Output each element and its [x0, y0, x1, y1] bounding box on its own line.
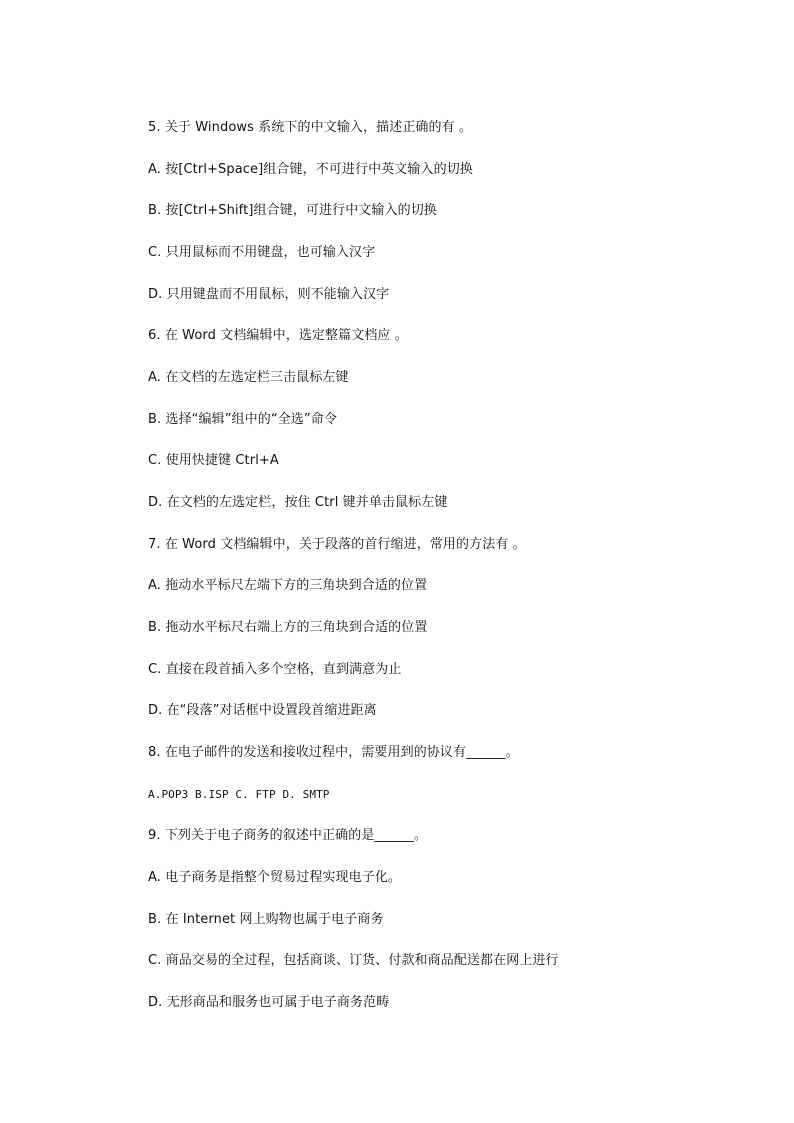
- question-5-option-b: B. 按[Ctrl+Shift]组合键，可进行中文输入的切换: [148, 203, 437, 219]
- question-9-option-b: B. 在 Internet 网上购物也属于电子商务: [148, 911, 384, 927]
- question-9-stem: 9. 下列关于电子商务的叙述中正确的是______。: [148, 828, 428, 844]
- question-5-option-c: C. 只用鼠标而不用键盘，也可输入汉字: [148, 245, 376, 261]
- question-6-stem: 6. 在 Word 文档编辑中，选定整篇文档应 。: [148, 328, 408, 344]
- question-6-option-c: C. 使用快捷键 Ctrl+A: [148, 453, 279, 469]
- question-8-options: A.POP3 B.ISP C. FTP D. SMTP: [148, 787, 330, 801]
- question-7-option-d: D. 在“段落”对话框中设置段首缩进距离: [148, 703, 377, 719]
- question-6-option-b: B. 选择“编辑”组中的“全选”命令: [148, 411, 337, 427]
- question-7-option-c: C. 直接在段首插入多个空格，直到满意为止: [148, 661, 402, 677]
- question-7-option-a: A. 拖动水平标尺左端下方的三角块到合适的位置: [148, 578, 428, 594]
- question-9-option-c: C. 商品交易的全过程，包括商谈、订货、付款和商品配送都在网上进行: [148, 953, 559, 969]
- question-9-option-d: D. 无形商品和服务也可属于电子商务范畴: [148, 995, 390, 1011]
- question-9-option-a: A. 电子商务是指整个贸易过程实现电子化。: [148, 870, 402, 886]
- question-7-stem: 7. 在 Word 文档编辑中，关于段落的首行缩进，常用的方法有 。: [148, 536, 526, 552]
- question-5-option-d: D. 只用键盘而不用鼠标，则不能输入汉字: [148, 286, 390, 302]
- question-6-option-d: D. 在文档的左选定栏，按住 Ctrl 键并单击鼠标左键: [148, 495, 448, 511]
- question-8-stem: 8. 在电子邮件的发送和接收过程中，需要用到的协议有______。: [148, 745, 519, 761]
- question-6-option-a: A. 在文档的左选定栏三击鼠标左键: [148, 370, 349, 386]
- question-list: [148, 118, 748, 1035]
- question-5-option-a: A. 按[Ctrl+Space]组合键，不可进行中英文输入的切换: [148, 161, 473, 177]
- question-5-stem: 5. 关于 Windows 系统下的中文输入，描述正确的有 。: [148, 120, 473, 135]
- question-7-option-b: B. 拖动水平标尺右端上方的三角块到合适的位置: [148, 620, 428, 636]
